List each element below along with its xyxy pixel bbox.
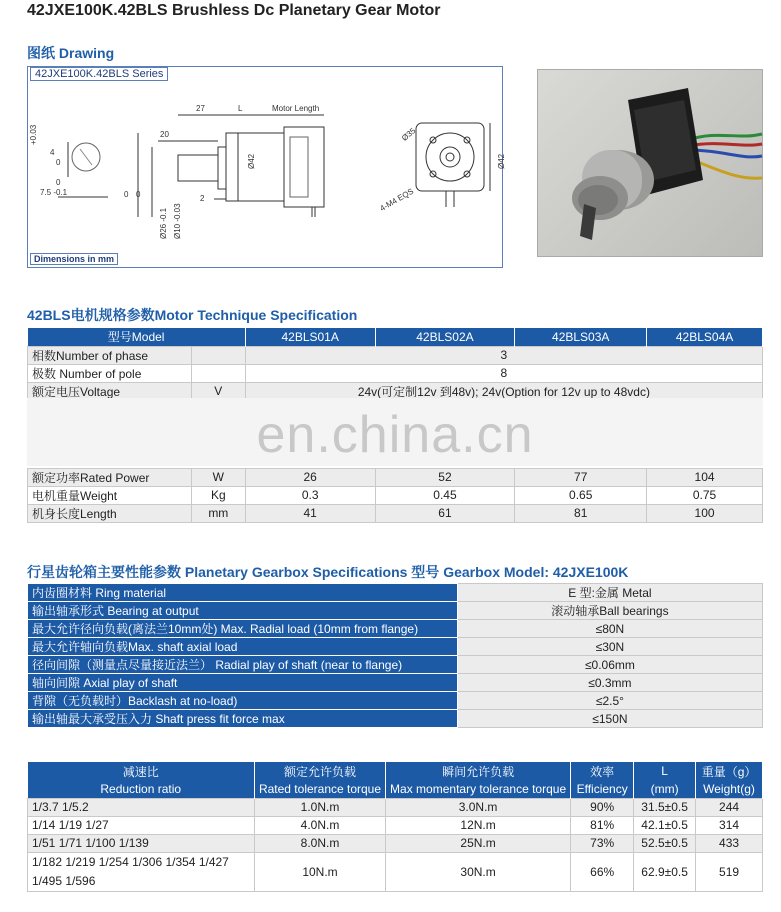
dim-4: 4 <box>50 148 55 157</box>
row-label: 额定功率Rated Power <box>28 468 192 486</box>
row-label: 轴向间隙 Axial play of shaft <box>28 674 458 692</box>
row-label: 极数 Number of pole <box>28 364 192 382</box>
cell-L: 52.5±0.5 <box>634 834 696 852</box>
watermark: en.china.cn <box>256 406 534 464</box>
dim-0-d: 0 <box>136 190 141 199</box>
row-unit: V <box>191 382 245 400</box>
drawing-section-title: 图纸 Drawing <box>27 45 115 61</box>
dim-10: Ø10 -0.03 <box>173 203 182 239</box>
cell-max: 12N.m <box>386 816 571 834</box>
table-row <box>28 710 763 728</box>
table-row <box>28 602 763 620</box>
row-value: ≤0.3mm <box>457 674 762 692</box>
dim-7-5: 7.5 -0.1 <box>40 188 68 197</box>
header-max-en: Max momentary tolerance torque <box>386 780 571 798</box>
gearbox-spec-table <box>27 583 763 728</box>
cell-ratio-line2: 1/495 1/596 <box>32 873 96 888</box>
dim-26: Ø26 -0.1 <box>159 207 168 239</box>
dim-2: 2 <box>200 194 205 203</box>
row-label: 最大允许径向负载(离法兰10mm处) Max. Radial load (10mm from flange) <box>28 620 458 638</box>
row-label: 最大允许轴向负载Max. shaft axial load <box>28 638 458 656</box>
cell-rated: 4.0N.m <box>254 816 385 834</box>
table-row <box>28 486 763 504</box>
row-label: 相数Number of phase <box>28 346 192 364</box>
row-value: ≤30N <box>457 638 762 656</box>
technical-drawing <box>27 66 506 268</box>
cell-weight: 519 <box>696 852 763 891</box>
row-value: ≤0.06mm <box>457 656 762 674</box>
header-model-02a: 42BLS02A <box>375 328 515 346</box>
dim-motor-length: Motor Length <box>272 104 320 113</box>
header-ratio-cn: 减速比 <box>28 762 255 780</box>
row-value: ≤2.5° <box>457 692 762 710</box>
cell-rated: 1.0N.m <box>254 798 385 816</box>
cell-max: 3.0N.m <box>386 798 571 816</box>
header-ratio-en: Reduction ratio <box>28 780 255 798</box>
header-max-cn: 瞬间允许负载 <box>386 762 571 780</box>
motor-photo-svg <box>538 70 764 258</box>
table-row <box>28 834 763 852</box>
row-label: 额定电压Voltage <box>28 382 192 400</box>
table-row <box>28 504 763 522</box>
row-value: E 型:金属 Metal <box>457 584 762 602</box>
cell-weight: 314 <box>696 816 763 834</box>
table-row <box>28 584 763 602</box>
row-value: 滚动轴承Ball bearings <box>457 602 762 620</box>
dim-20: 20 <box>160 130 169 139</box>
table-row <box>28 692 763 710</box>
row-value: ≤150N <box>457 710 762 728</box>
row-unit <box>191 346 245 364</box>
dim-42-b: Ø42 <box>497 153 506 169</box>
cell-eff: 66% <box>571 852 634 891</box>
table-row <box>28 852 763 891</box>
header-model-04a: 42BLS04A <box>647 328 763 346</box>
cell-eff: 81% <box>571 816 634 834</box>
dim-0-c: 0 <box>124 190 129 199</box>
table-row <box>28 638 763 656</box>
cell-weight: 433 <box>696 834 763 852</box>
row-value: 61 <box>375 504 515 522</box>
cell-L: 42.1±0.5 <box>634 816 696 834</box>
cell-weight: 244 <box>696 798 763 816</box>
row-value: 0.75 <box>647 486 763 504</box>
header-weight-cn: 重量（g） <box>696 762 763 780</box>
row-label: 电机重量Weight <box>28 486 192 504</box>
header-l-en: (mm) <box>634 780 696 798</box>
cell-L: 31.5±0.5 <box>634 798 696 816</box>
row-value: 24v(可定制12v 到48v); 24v(Option for 12v up to 48vdc) <box>245 382 762 400</box>
row-value: 8 <box>245 364 762 382</box>
header-rated-cn: 额定允许负载 <box>254 762 385 780</box>
row-value: 0.45 <box>375 486 515 504</box>
dim-35: Ø35 <box>399 126 418 143</box>
table-row <box>28 656 763 674</box>
row-value: 0.65 <box>515 486 647 504</box>
row-unit: W <box>191 468 245 486</box>
table-header-row <box>28 762 763 780</box>
row-value: 52 <box>375 468 515 486</box>
cell-eff: 90% <box>571 798 634 816</box>
header-weight-en: Weight(g) <box>696 780 763 798</box>
row-value: 26 <box>245 468 375 486</box>
cell-L: 62.9±0.5 <box>634 852 696 891</box>
motor-spec-section-title: 42BLS电机规格参数Motor Technique Specification <box>27 307 358 323</box>
dim-0: 0 <box>56 158 61 167</box>
cell-ratio-line1: 1/182 1/219 1/254 1/306 1/354 1/427 <box>32 854 229 869</box>
table-row <box>28 620 763 638</box>
dim-m4: 4-M4 EQS <box>378 186 416 214</box>
table-row <box>28 346 763 364</box>
row-unit <box>191 364 245 382</box>
row-value: 100 <box>647 504 763 522</box>
table-row <box>28 674 763 692</box>
cell-max: 30N.m <box>386 852 571 891</box>
dimensions-note: Dimensions in mm <box>30 253 118 265</box>
row-unit: Kg <box>191 486 245 504</box>
row-value: 0.3 <box>245 486 375 504</box>
table-header-row <box>28 328 763 346</box>
table-row <box>28 816 763 834</box>
table-row <box>28 468 763 486</box>
page-title: 42JXE100K.42BLS Brushless Dc Planetary Gear Motor <box>27 2 441 19</box>
table-row <box>28 364 763 382</box>
dim-003: +0.03 <box>29 124 38 145</box>
row-value: ≤80N <box>457 620 762 638</box>
gearbox-spec-section-title: 行星齿轮箱主要性能参数 Planetary Gearbox Specifications 型号 Gearbox Model: 42JXE100K <box>27 564 629 580</box>
header-model-03a: 42BLS03A <box>515 328 647 346</box>
dim-L: L <box>238 104 243 113</box>
header-eff-en: Efficiency <box>571 780 634 798</box>
cell-ratio: 1/14 1/19 1/27 <box>28 816 255 834</box>
row-value: 3 <box>245 346 762 364</box>
cell-rated: 10N.m <box>254 852 385 891</box>
cell-ratio: 1/51 1/71 1/100 1/139 <box>28 834 255 852</box>
cell-ratio: 1/3.7 1/5.2 <box>28 798 255 816</box>
reduction-ratio-table <box>27 762 763 892</box>
table-row <box>28 798 763 816</box>
row-value: 104 <box>647 468 763 486</box>
drawing-svg <box>28 67 506 267</box>
row-value: 81 <box>515 504 647 522</box>
row-label: 内齿圈材料 Ring material <box>28 584 458 602</box>
motor-photo <box>537 69 763 257</box>
dim-0-b: 0 <box>56 178 61 187</box>
series-label: 42JXE100K.42BLS Series <box>30 67 168 81</box>
header-l-cn: L <box>634 762 696 780</box>
header-model: 型号Model <box>28 328 246 346</box>
cell-max: 25N.m <box>386 834 571 852</box>
dim-42: Ø42 <box>247 153 256 169</box>
header-model-01a: 42BLS01A <box>245 328 375 346</box>
dim-27: 27 <box>196 104 205 113</box>
row-unit: mm <box>191 504 245 522</box>
cell-eff: 73% <box>571 834 634 852</box>
row-label: 背隙（无负载时）Backlash at no-load) <box>28 692 458 710</box>
header-eff-cn: 效率 <box>571 762 634 780</box>
table-header-row <box>28 780 763 798</box>
cell-rated: 8.0N.m <box>254 834 385 852</box>
header-rated-en: Rated tolerance torque <box>254 780 385 798</box>
row-label: 机身长度Length <box>28 504 192 522</box>
row-value: 77 <box>515 468 647 486</box>
row-label: 径向间隙（测量点尽量接近法兰） Radial play of shaft (near to flange) <box>28 656 458 674</box>
row-label: 输出轴最大承受压入力 Shaft press fit force max <box>28 710 458 728</box>
row-value: 41 <box>245 504 375 522</box>
row-label: 输出轴承形式 Bearing at output <box>28 602 458 620</box>
cell-ratio <box>28 852 255 891</box>
